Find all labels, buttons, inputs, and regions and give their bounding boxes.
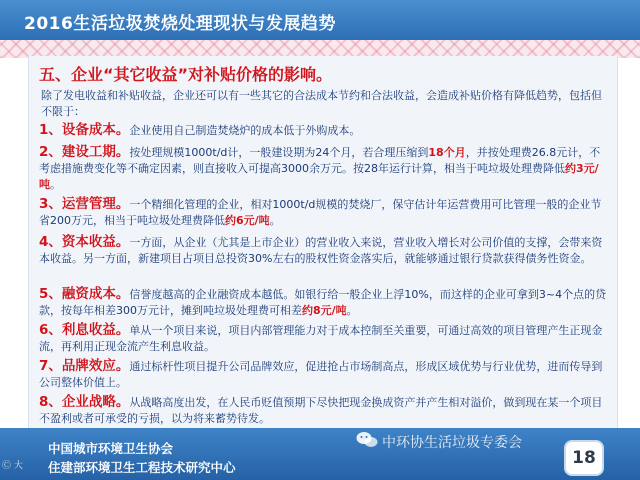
list-item xyxy=(39,286,609,319)
page-title: 2016生活垃圾焚烧处理现状与发展趋势 xyxy=(24,14,336,34)
item-text: 。 xyxy=(346,304,358,317)
org-name-secondary: 住建部环境卫生工程技术研究中心 xyxy=(48,460,236,475)
item-label: 4、资本收益。 xyxy=(39,234,130,250)
item-label: 8、企业战略。 xyxy=(39,394,130,410)
section-title: 五、企业“其它收益”对补贴价格的影响。 xyxy=(39,65,333,84)
item-label: 3、运营管理。 xyxy=(39,196,130,212)
highlight-value: 约3元/吨 xyxy=(39,162,599,191)
highlight-value: 约6元/吨 xyxy=(225,214,270,227)
intro-paragraph: 除了发电收益和补贴收益，企业还可以有一些其它的合法成本节约和合法收益，会造成补贴价格有降低趋势，包括但不限于： xyxy=(41,89,602,118)
item-label: 5、融资成本。 xyxy=(39,286,130,302)
item-text: 。 xyxy=(50,178,61,191)
item-text: ，并按处理费26.8元计，不考虑措施费变化等不确定因素，则直接收入可提高3000余万元。按28年运行计算，相当于吨垃圾处理费降低 xyxy=(39,146,601,175)
item-text: 通过标杆性项目提升公司品牌效应，促进抢占市场制高点，形成区域优势与行业优势，进而传导到公司整体价值上。 xyxy=(39,360,603,389)
list-item xyxy=(39,358,609,391)
item-label: 6、利息收益。 xyxy=(39,322,130,338)
highlight-value: 约8元/吨 xyxy=(302,304,347,317)
item-text: 按处理规模1000t/d计，一般建设期为24个月，若合理压缩到 xyxy=(129,146,429,159)
item-text: 。 xyxy=(269,214,281,227)
org-name-primary: 中国城市环境卫生协会 xyxy=(48,441,174,456)
item-text: 从战略高度出发，在人民币贬值预期下尽快把现金换成资产并产生相对溢价，做到现在某一个项目不盈利或者可承受的亏损，以为将来蓄势待发。 xyxy=(39,396,603,425)
item-text: 企业使用自己制造焚烧炉的成本低于外购成本。 xyxy=(129,124,361,137)
list-item xyxy=(39,394,609,427)
item-text: 单从一个项目来说，项目内部管理能力对于成本控制至关重要，可通过高效的项目管理产生正现金流，再利用正现金流产生利息收益。 xyxy=(39,324,603,353)
item-label: 7、品牌效应。 xyxy=(39,358,130,374)
item-text: 一个精细化管理的企业，相对1000t/d规模的焚烧厂，保守估计年运营费用可比管理一般的企业节省200万元，相当于吨垃圾处理费降低 xyxy=(39,198,602,227)
item-text: 一方面，从企业（尤其是上市企业）的营业收入来说，营业收入增长对公司价值的支撑，会带来资本收益。另一方面，新建项目占项目总投资30%左右的股权性资金落实后，就能够通过银行贷款获得债务性资金。 xyxy=(39,236,603,265)
header-bar xyxy=(0,0,640,40)
list-item xyxy=(39,144,609,193)
wechat-account-name: 中环协生活垃圾专委会 xyxy=(382,435,522,451)
watermark-corner: Ⓒ 大 xyxy=(2,461,23,471)
list-item xyxy=(39,322,609,355)
page-number: 18 xyxy=(564,440,604,476)
list-item xyxy=(39,122,609,139)
highlight-value: 18个月 xyxy=(428,146,466,159)
list-item xyxy=(39,234,609,267)
item-label: 1、设备成本。 xyxy=(39,122,130,138)
slide-content xyxy=(28,56,618,428)
item-label: 2、建设工期。 xyxy=(39,144,130,160)
item-text: 信誉度越高的企业融资成本越低。如银行给一般企业上浮10%，而这样的企业可拿到3~4个点的贷款，按每年相差300万元计，摊到吨垃圾处理费可相差 xyxy=(39,288,607,317)
footer-bar xyxy=(0,428,640,480)
wechat-icon xyxy=(356,431,378,453)
list-item xyxy=(39,196,609,229)
